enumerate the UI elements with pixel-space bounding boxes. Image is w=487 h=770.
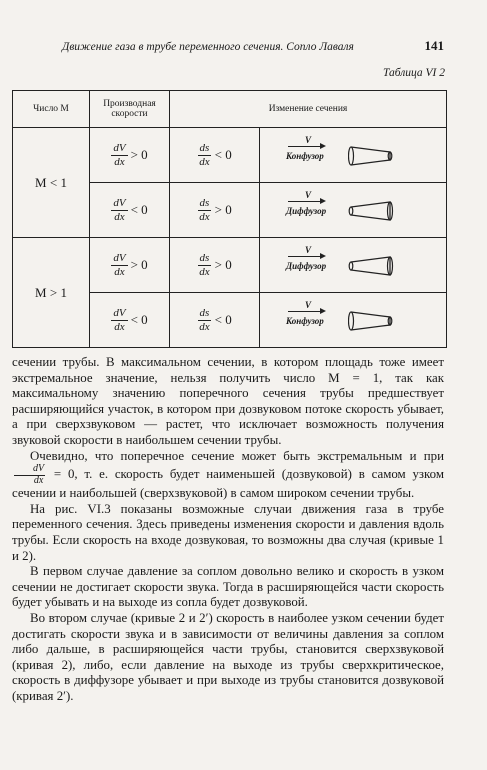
- velocity-derivative: $\frac{dV}{dx}$ < 0: [90, 183, 170, 238]
- velocity-derivative: $\frac{dV}{dx}$ < 0: [90, 293, 170, 348]
- diagram-cell: [260, 128, 447, 183]
- velocity-label: V: [305, 245, 312, 255]
- diverging-nozzle-icon: [348, 200, 394, 222]
- body-text: [12, 355, 444, 704]
- fraction: $\frac{dV}{dx}$: [113, 196, 126, 223]
- col-header-velocity: Производная скорости: [90, 91, 170, 128]
- table-row: [13, 238, 447, 293]
- fraction: $\frac{ds}{dx}$: [199, 251, 210, 278]
- table-label: Таблица VI 2: [383, 67, 445, 79]
- arrow-right-icon: [288, 201, 324, 202]
- velocity-derivative: $\frac{dV}{dx}$ > 0: [90, 128, 170, 183]
- velocity-label: V: [305, 135, 312, 145]
- converging-nozzle-icon: [348, 145, 394, 167]
- paragraph: Во втором случае (кривые 2 и 2′) скорость в наиболее узком сечении будет достигать скорости звука и в зависимости от величины давления за соплом либо дальше, в расширяющейся части трубы, становится сверхзвуковой (кривая 2), либо, если давление на выходе из трубы сверхкритическое, скорость в диффузоре убывает и при выходе из трубы становится дозвуковой (кривая 2′).: [12, 610, 444, 703]
- fraction: $\frac{dV}{dx}$: [113, 251, 126, 278]
- fraction: $\frac{ds}{dx}$: [199, 196, 210, 223]
- table-row: [13, 128, 447, 183]
- col-header-m: Число М: [13, 91, 90, 128]
- arrow-right-icon: [288, 146, 324, 147]
- paragraph: сечении трубы. В максимальном сечении, в котором площадь тоже имеет экстремальное значение, нельзя получить число M = 1, так как максимальному значению поперечного сечения трубы предшествует расширяющийся участок, в котором при дозвуковом потоке скорость убывает, а при сверхзвуковом — растет, что исключает возможность получения звуковой скорости в наибольшем сечении трубы.: [12, 355, 444, 447]
- m-cell-supersonic: M > 1: [13, 238, 90, 348]
- section-derivative: $\frac{ds}{dx}$ < 0: [170, 128, 260, 183]
- section-derivative: $\frac{ds}{dx}$ > 0: [170, 183, 260, 238]
- nozzle-label: Конфузор: [286, 151, 324, 161]
- fraction: $\frac{dV}{dx}$: [113, 306, 126, 333]
- fraction: $\frac{ds}{dx}$: [199, 306, 210, 333]
- nozzle-label: Диффузор: [286, 261, 327, 271]
- page-number: 141: [424, 38, 444, 53]
- paragraph: Очевидно, что поперечное сечение может быть экстремальным и при $\frac{dV}{dx}$ = 0, т. е. скорость будет наименьшей (дозвуковой) в самом узком сечении и наибольшей (сверхзвуковой) в самом широком сечении трубы.: [12, 448, 444, 501]
- nozzle-label: Диффузор: [286, 206, 327, 216]
- paragraph: На рис. VI.3 показаны возможные случаи движения газа в трубе переменного сечения. Здесь приведены изменения скорости и давления вдоль трубы. Если скорость на входе дозвуковая, то возможны два случая (кривые 1 и 2).: [12, 501, 444, 563]
- header-title: Движение газа в трубе переменного сечения. Сопло Лаваля: [62, 41, 354, 53]
- section-derivative: $\frac{ds}{dx}$ < 0: [170, 293, 260, 348]
- fraction: $\frac{dV}{dx}$: [14, 464, 45, 486]
- table-header-row: [13, 91, 447, 128]
- fraction: $\frac{dV}{dx}$: [113, 141, 126, 168]
- diagram-cell: [260, 238, 447, 293]
- velocity-derivative: $\frac{dV}{dx}$ > 0: [90, 238, 170, 293]
- fraction: $\frac{ds}{dx}$: [199, 141, 210, 168]
- velocity-label: V: [305, 300, 312, 310]
- diagram-cell: [260, 293, 447, 348]
- diverging-nozzle-icon: [348, 255, 394, 277]
- velocity-label: V: [305, 190, 312, 200]
- running-header: [62, 38, 444, 54]
- arrow-right-icon: [288, 311, 324, 312]
- arrow-right-icon: [288, 256, 324, 257]
- m-cell-subsonic: M < 1: [13, 128, 90, 238]
- table-vi-2: [12, 90, 447, 348]
- section-derivative: $\frac{ds}{dx}$ > 0: [170, 238, 260, 293]
- col-header-section: Изменение сечения: [170, 91, 447, 128]
- nozzle-label: Конфузор: [286, 316, 324, 326]
- converging-nozzle-icon: [348, 310, 394, 332]
- paragraph: В первом случае давление за соплом довольно велико и скорость в узком сечении не достигает скорости звука. Тогда в расширяющейся части скорость будет убывать и на выходе из сопла будет дозвуковой.: [12, 564, 444, 610]
- diagram-cell: [260, 183, 447, 238]
